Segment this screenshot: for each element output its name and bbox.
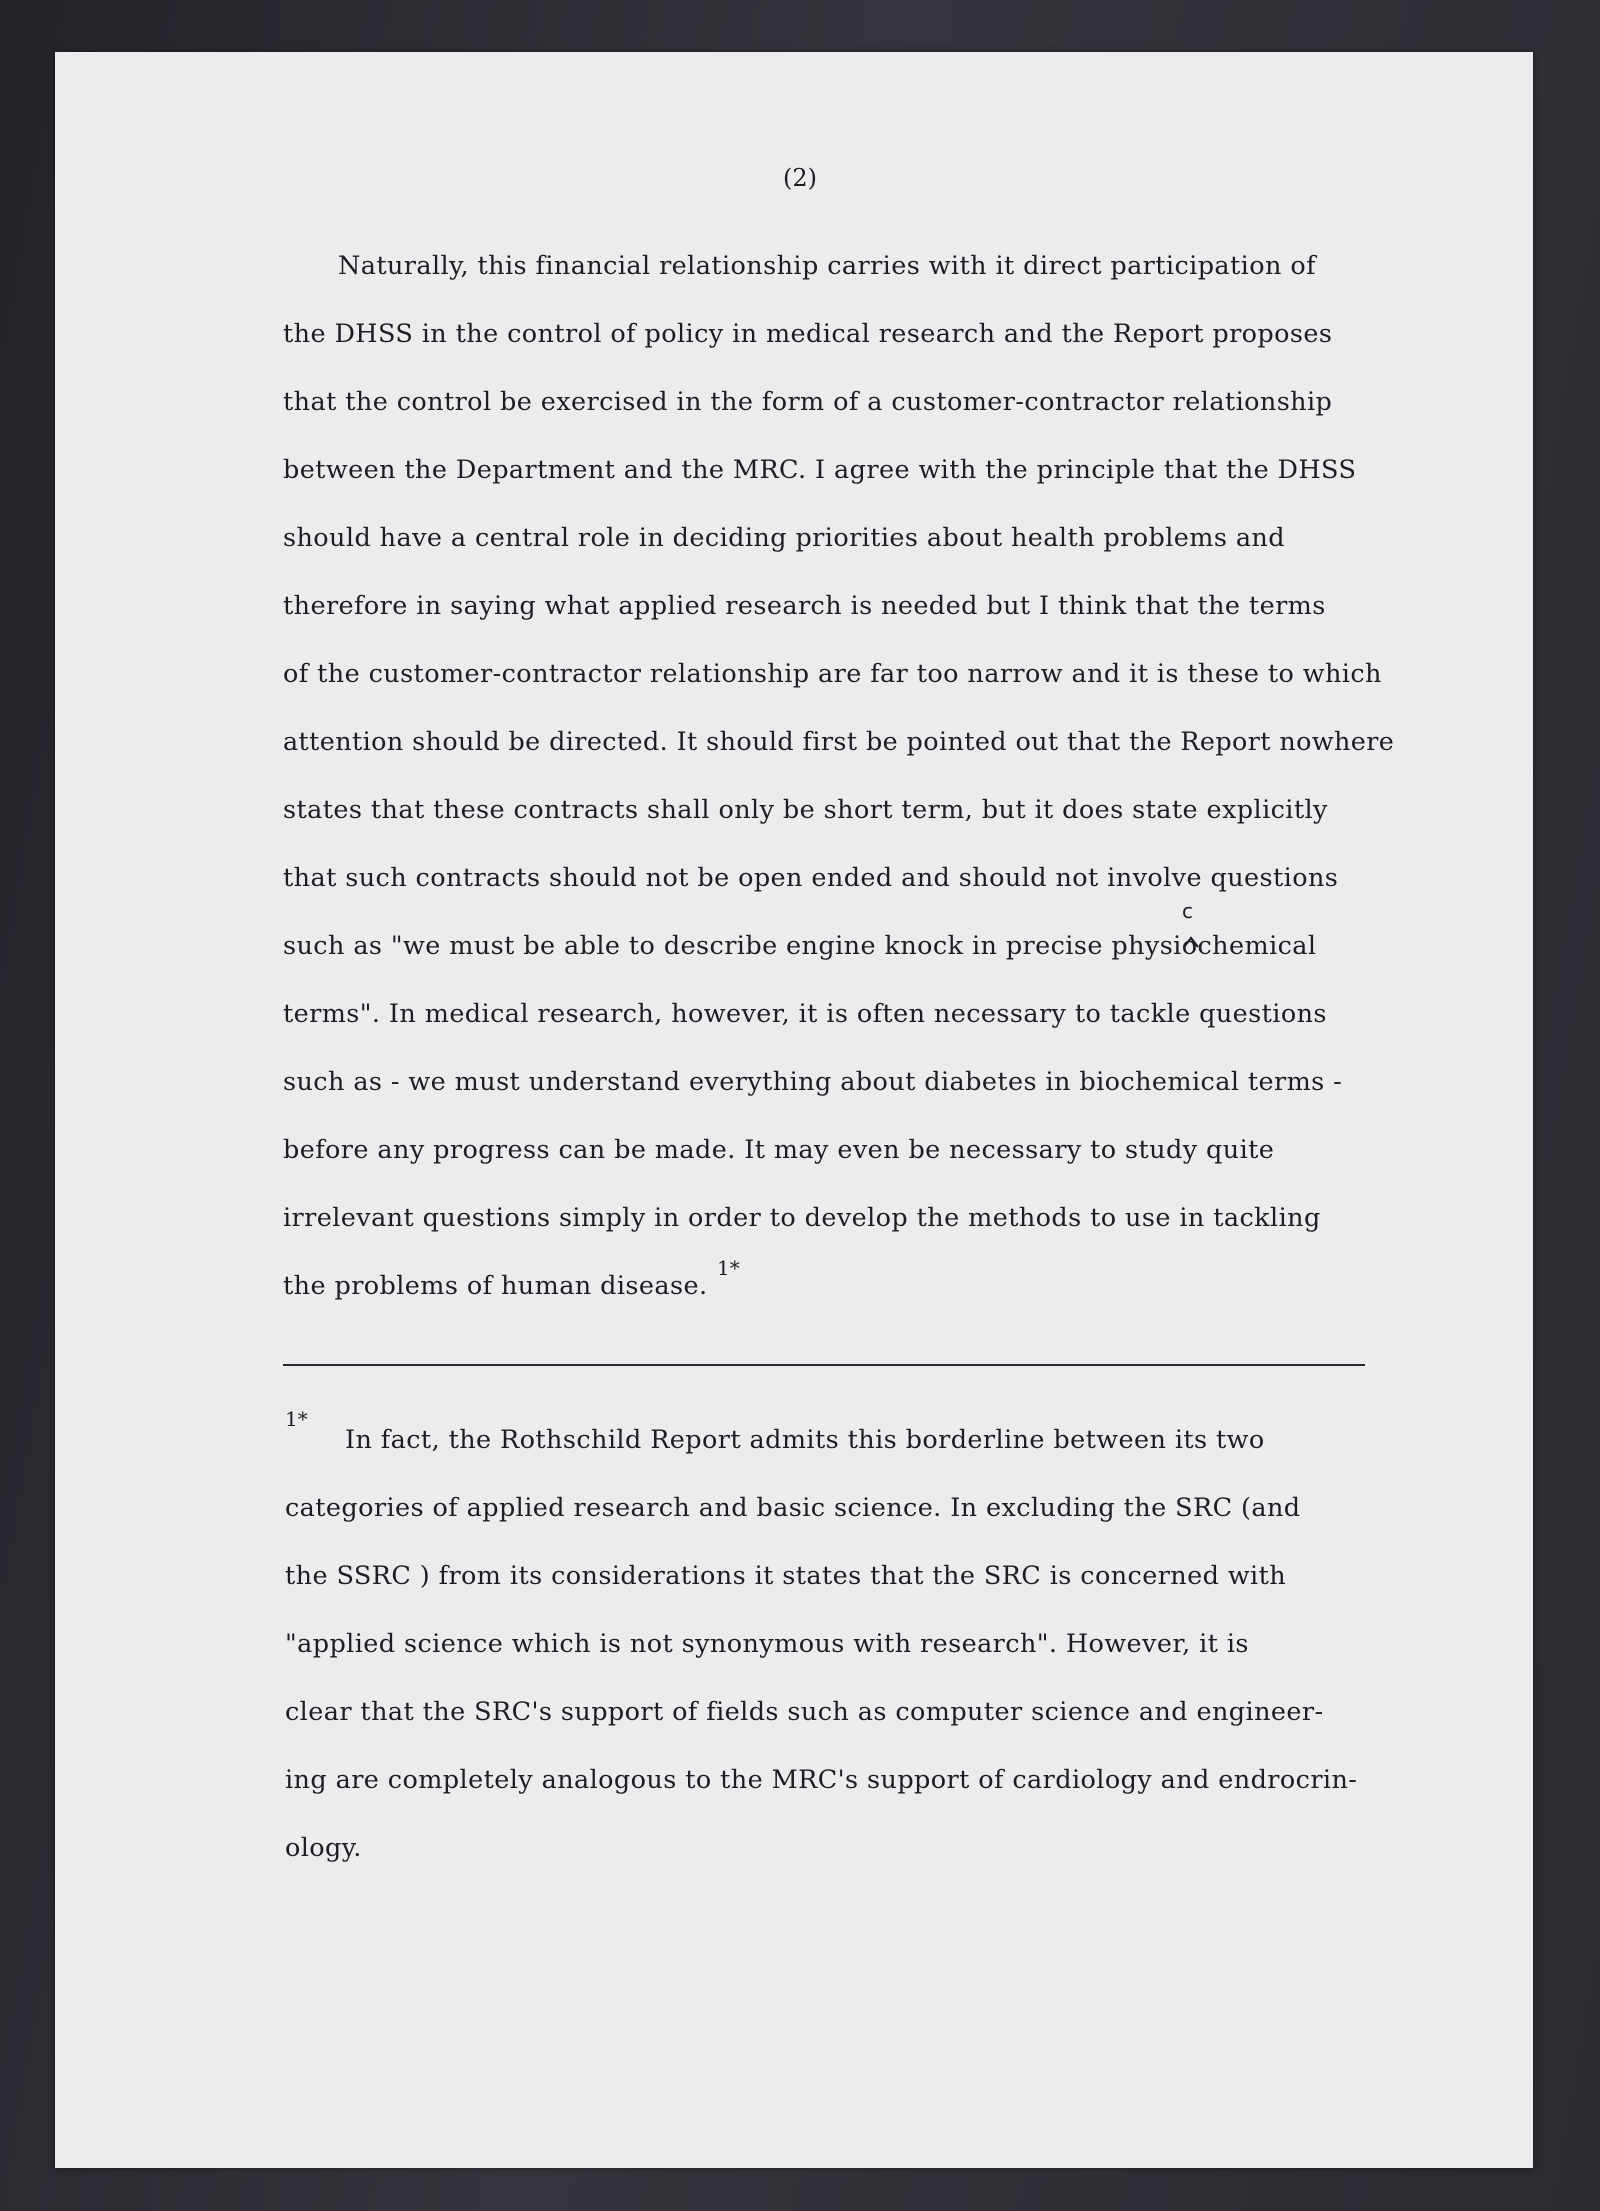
handwritten-c: c	[1182, 900, 1193, 923]
body-line-3: that the control be exercised in the form of a customer-contractor relationship	[283, 387, 1333, 417]
caret-icon	[1184, 938, 1198, 947]
body-line-9: states that these contracts shall only be short term, but it does state explicitly	[283, 795, 1328, 825]
body-line-13: such as - we must understand everything about diabetes in biochemical terms -	[283, 1067, 1343, 1097]
body-line-10: that such contracts should not be open ended and should not involve questions	[283, 863, 1339, 893]
body-line-1: Naturally, this financial relationship carries with it direct participation of	[338, 251, 1316, 281]
page-number: (2)	[783, 164, 817, 192]
body-line-16: the problems of human disease.	[283, 1271, 708, 1301]
footnote-line-1: In fact, the Rothschild Report admits this borderline between its two	[345, 1425, 1265, 1455]
body-line-8: attention should be directed. It should first be pointed out that the Report nowhere	[283, 727, 1395, 757]
body-line-5: should have a central role in deciding priorities about health problems and	[283, 523, 1285, 553]
footnote-line-4: "applied science which is not synonymous with research". However, it is	[285, 1629, 1249, 1659]
footnote-marker: 1*	[285, 1407, 308, 1431]
footnote-line-3: the SSRC ) from its considerations it states that the SRC is concerned with	[285, 1561, 1287, 1591]
body-line-15: irrelevant questions simply in order to develop the methods to use in tackling	[283, 1203, 1321, 1233]
body-line-11: such as "we must be able to describe engine knock in precise physiochemical	[283, 931, 1317, 961]
body-line-6: therefore in saying what applied research is needed but I think that the terms	[283, 591, 1326, 621]
body-line-7: of the customer-contractor relationship are far too narrow and it is these to which	[283, 659, 1382, 689]
footnote-separator	[283, 1364, 1365, 1366]
footnote-line-7: ology.	[285, 1833, 362, 1863]
body-line-12: terms". In medical research, however, it is often necessary to tackle questions	[283, 999, 1327, 1029]
footnote-line-5: clear that the SRC's support of fields such as computer science and engineer-	[285, 1697, 1324, 1727]
body-line-2: the DHSS in the control of policy in medical research and the Report proposes	[283, 319, 1333, 349]
footnote-line-6: ing are completely analogous to the MRC's support of cardiology and endrocrin-	[285, 1765, 1358, 1795]
handwritten-correction	[1178, 900, 1208, 950]
footnote-reference-marker: 1*	[717, 1256, 740, 1280]
document-page	[55, 52, 1533, 2168]
body-line-14: before any progress can be made. It may even be necessary to study quite	[283, 1135, 1275, 1165]
footnote-line-2: categories of applied research and basic science. In excluding the SRC (and	[285, 1493, 1301, 1523]
body-line-4: between the Department and the MRC. I agree with the principle that the DHSS	[283, 455, 1357, 485]
